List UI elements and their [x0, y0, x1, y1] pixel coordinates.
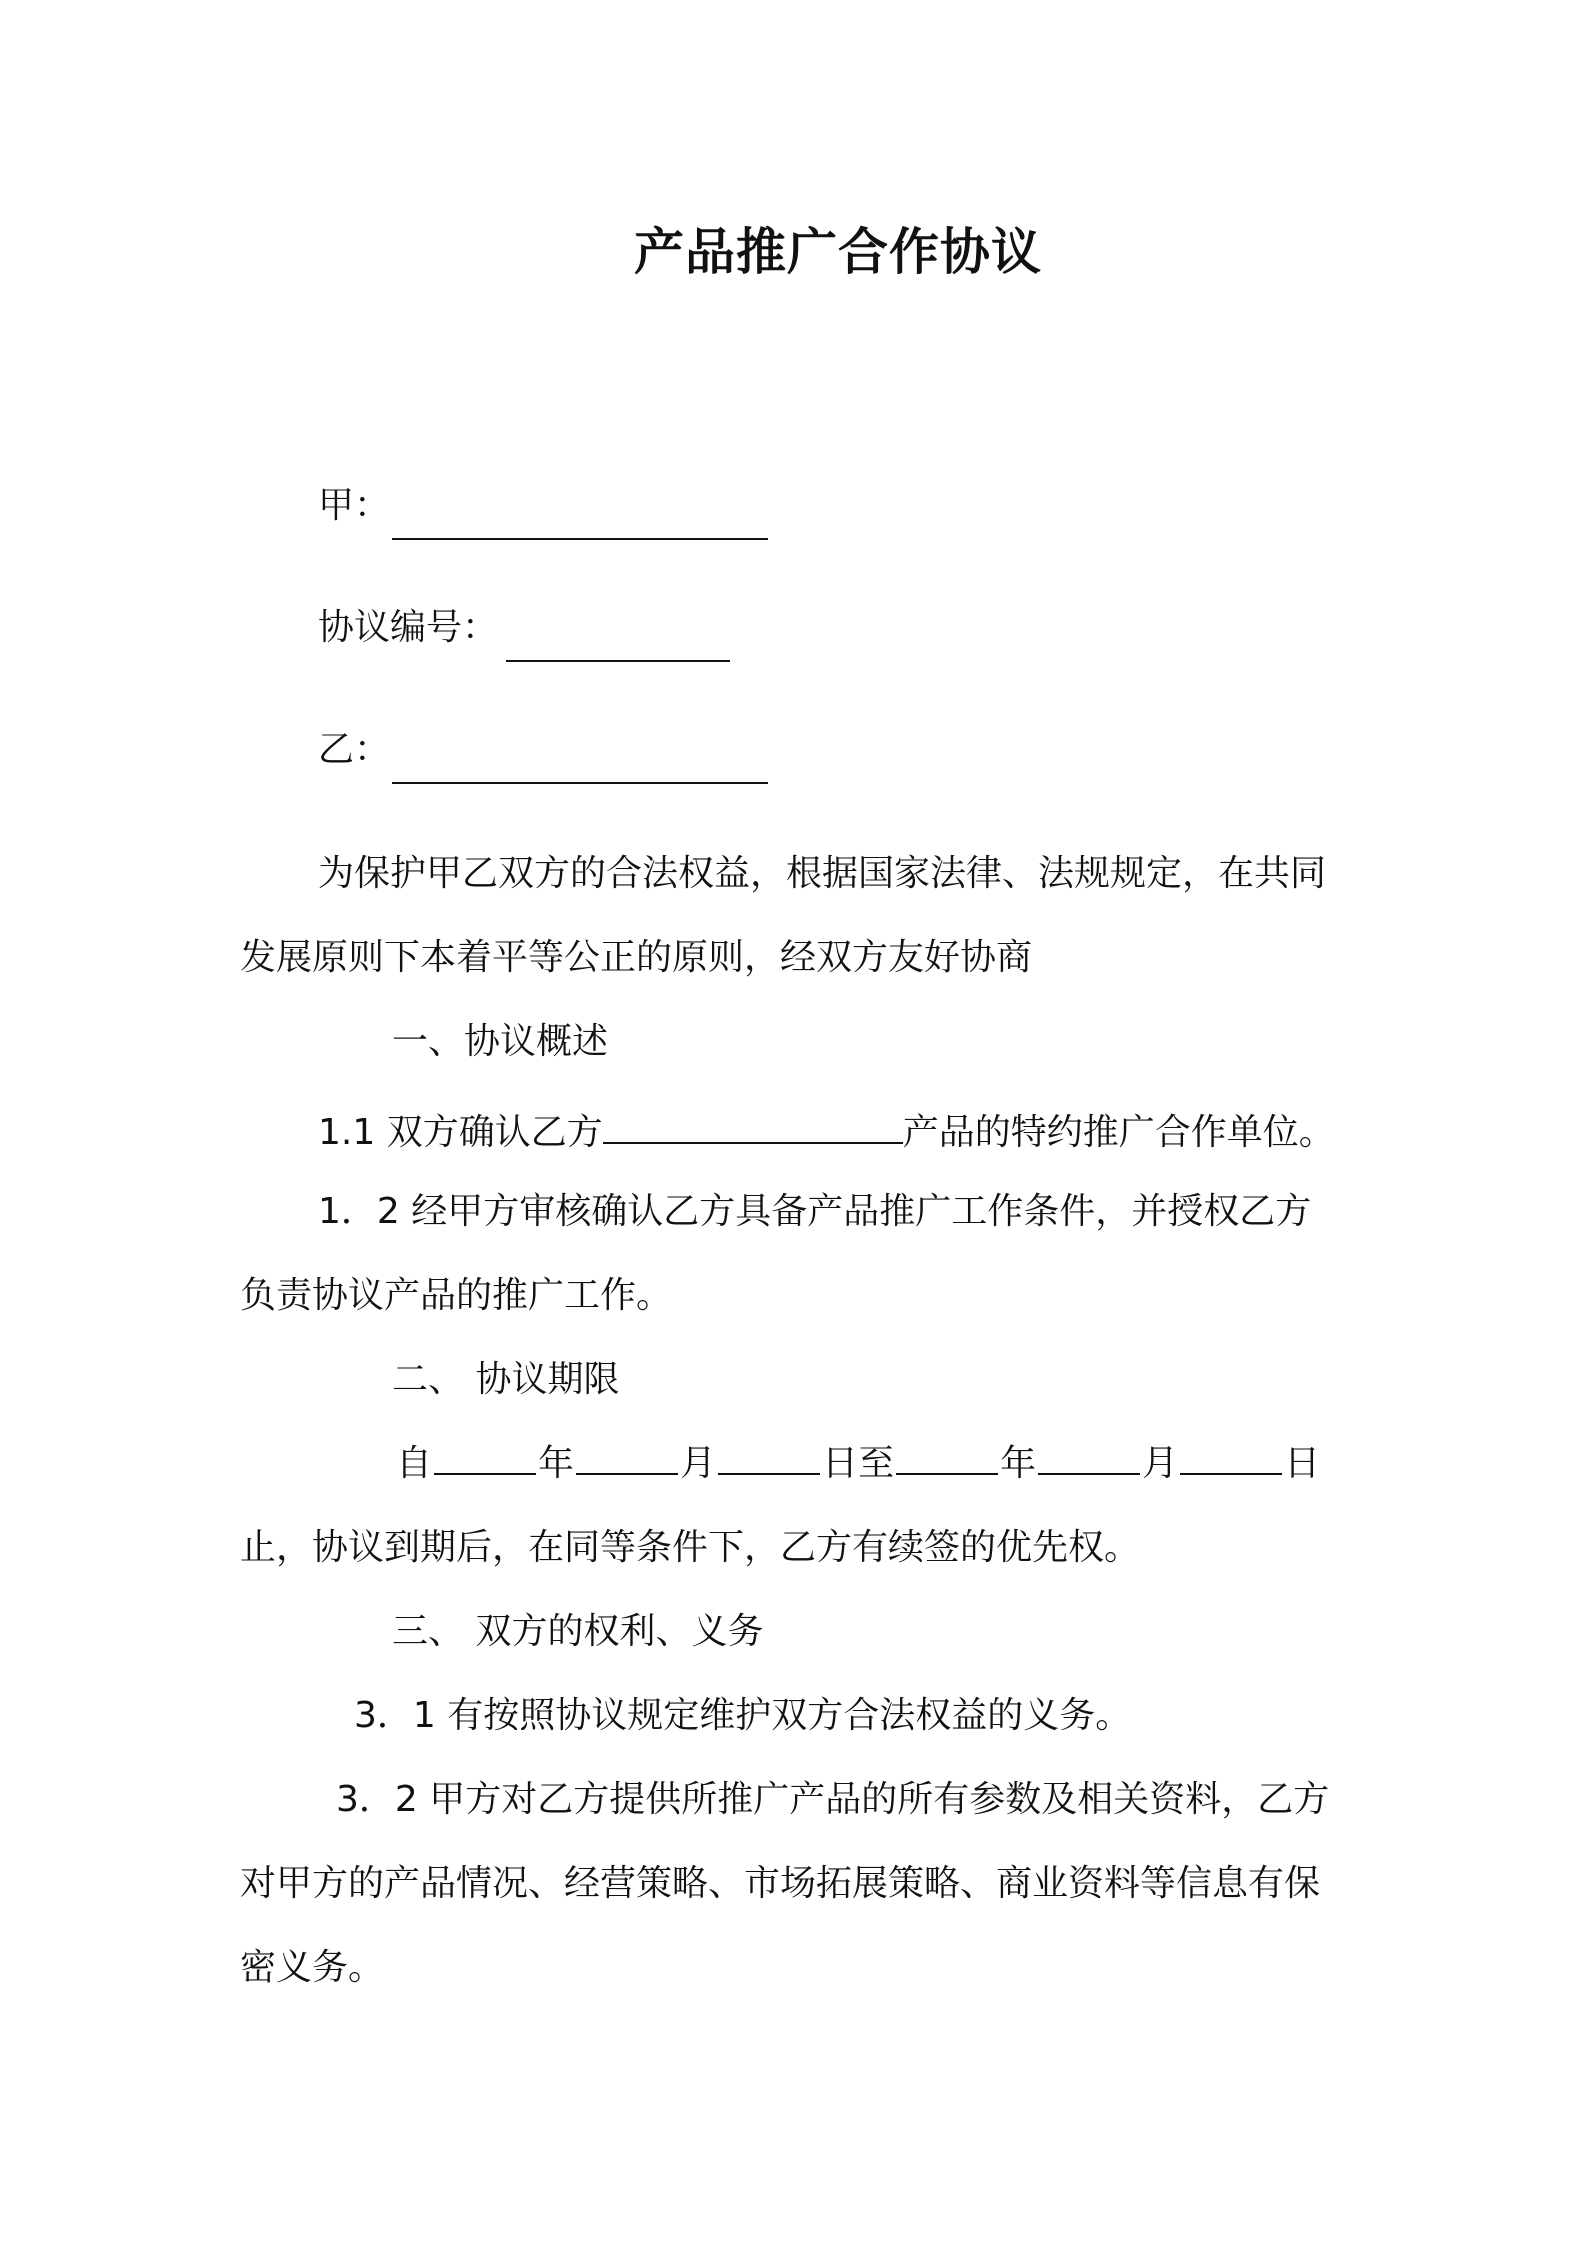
preamble-line-1: 为保护甲乙双方的合法权益，根据国家法律、法规规定，在共同 — [318, 853, 1327, 894]
section-3-item-1: 3．1 有按照协议规定维护双方合法权益的义务。 — [354, 1695, 1132, 1736]
section-1-heading: 一、协议概述 — [392, 1021, 609, 1062]
start-month-label: 月 — [680, 1443, 717, 1484]
start-year-blank — [434, 1443, 536, 1475]
party-a-blank — [392, 498, 768, 540]
agreement-no-label: 协议编号： — [318, 607, 499, 648]
section-3-heading: 三、 双方的权利、义务 — [392, 1611, 764, 1652]
section-1-item-1 — [318, 1106, 1335, 1155]
start-day-label: 日 — [822, 1443, 859, 1484]
section-2-line-2: 止，协议到期后，在同等条件下，乙方有续签的优先权。 — [240, 1527, 1141, 1568]
date-from-label: 自 — [396, 1443, 433, 1484]
preamble-line-2: 发展原则下本着平等公正的原则，经双方友好协商 — [240, 937, 1033, 978]
term-dates-row — [396, 1442, 1320, 1486]
party-b-label: 乙： — [318, 729, 391, 770]
section-3-item-2-line-3: 密义务。 — [240, 1947, 385, 1988]
party-a-row — [318, 484, 390, 528]
section-1-item-2-line-2: 负责协议产品的推广工作。 — [240, 1275, 673, 1316]
start-day-blank — [718, 1443, 820, 1475]
end-day-label: 日 — [1284, 1443, 1321, 1484]
agreement-no-blank — [506, 620, 730, 662]
date-to-label: 至 — [858, 1443, 895, 1484]
section-3-item-2-line-1: 3．2 甲方对乙方提供所推广产品的所有参数及相关资料，乙方 — [336, 1779, 1330, 1820]
end-day-blank — [1180, 1443, 1282, 1475]
agreement-no-row — [318, 606, 498, 650]
party-b-row — [318, 728, 390, 772]
section-2-heading: 二、 协议期限 — [392, 1359, 620, 1400]
end-year-blank — [896, 1443, 998, 1475]
section-1-item-1-suffix: 产品的特约推广合作单位。 — [902, 1112, 1335, 1153]
party-b-blank — [392, 742, 768, 784]
product-name-blank — [603, 1106, 903, 1144]
end-month-label: 月 — [1142, 1443, 1179, 1484]
section-1-item-1-prefix: 1.1 双方确认乙方 — [318, 1112, 603, 1153]
end-year-label: 年 — [1000, 1443, 1037, 1484]
section-3-item-2-line-2: 对甲方的产品情况、经营策略、市场拓展策略、商业资料等信息有保 — [240, 1863, 1321, 1904]
document-title: 产品推广合作协议 — [634, 223, 1042, 281]
party-a-label: 甲： — [318, 485, 391, 526]
start-month-blank — [576, 1443, 678, 1475]
start-year-label: 年 — [538, 1443, 575, 1484]
section-1-item-2-line-1: 1．2 经甲方审核确认乙方具备产品推广工作条件，并授权乙方 — [318, 1191, 1312, 1232]
end-month-blank — [1038, 1443, 1140, 1475]
